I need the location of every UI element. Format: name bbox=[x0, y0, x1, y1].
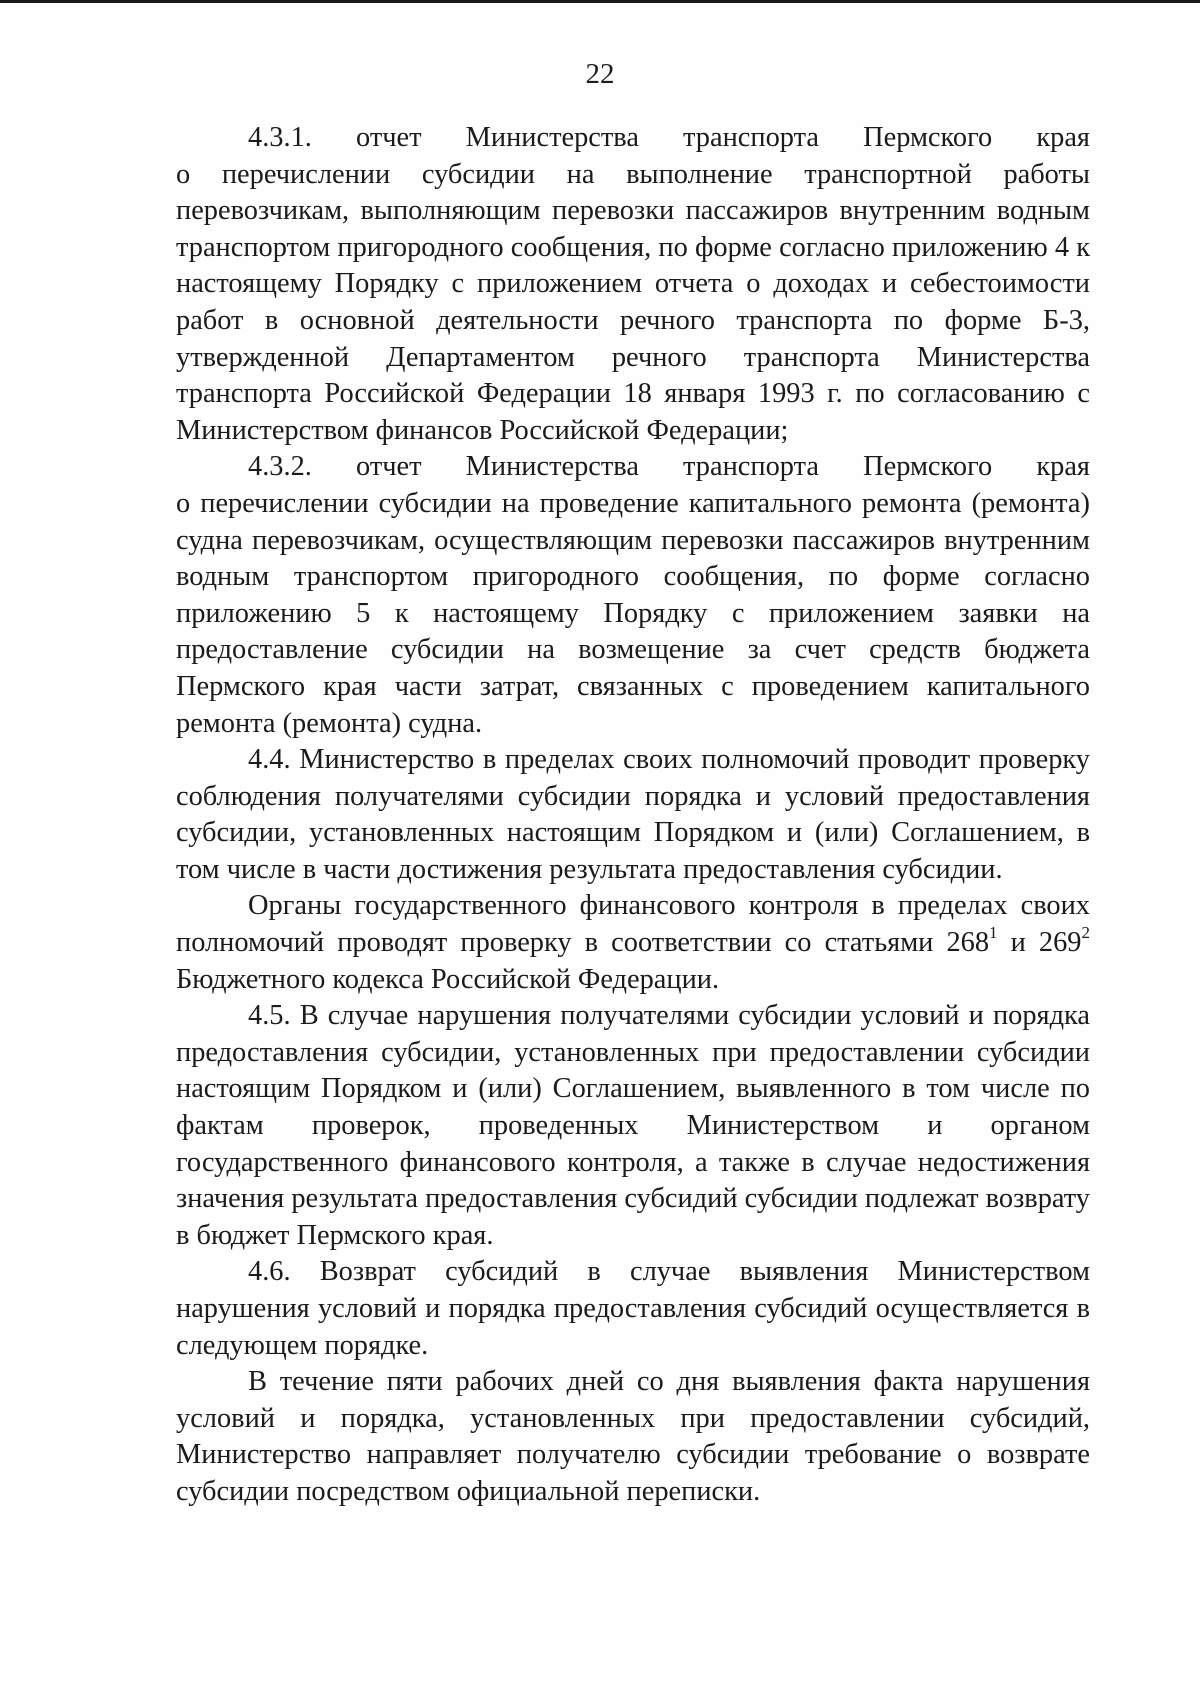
paragraph-financial-control bbox=[176, 888, 1090, 998]
paragraph-4-3-1-heading: 4.3.1. отчет Министерства транспорта Пермского края bbox=[248, 122, 1090, 153]
financial-control-text-end: Бюджетного кодекса Российской Федерации. bbox=[176, 963, 720, 995]
scan-top-edge bbox=[0, 0, 1200, 3]
paragraph-4-3-2-heading: 4.3.2. отчет Министерства транспорта Пермского края bbox=[248, 451, 1090, 483]
paragraph-4-3-2-text: о перечислении субсидии на проведение капитального ремонта (ремонта) судна перевозчикам, осуществляющим перевозки пассажиров внутренним водным транспортом пригородного сообщения, по форме согласно приложению 5 к настоящему Порядку с приложением заявки на предоставление субсидии на возмещение за счет средств бюджета Пермского края части затрат, связанных с проведением капитального ремонта (ремонта) судна. bbox=[176, 487, 1090, 739]
paragraph-4-5: 4.5. В случае нарушения получателями субсидии условий и порядка предоставления субсидии, установленных при предоставлении субсидии настоящим Порядком и (или) Соглашением, выявленного в том числе по фактам проверок, проведенных Министерством и органом государственного финансового контроля, а также в случае недостижения значения результата предоставления субсидий субсидии подлежат возврату в бюджет Пермского края. bbox=[176, 1000, 1090, 1251]
paragraph-refund-procedure: В течение пяти рабочих дней со дня выявления факта нарушения условий и порядка, установленных при предоставлении субсидий, Министерство направляет получателю субсидии требование о возврате субсидии посредством официальной переписки. bbox=[176, 1366, 1090, 1507]
superscript-article-268: 1 bbox=[989, 923, 998, 943]
page-number: 22 bbox=[585, 58, 615, 90]
financial-control-text-middle: и 269 bbox=[997, 927, 1082, 959]
financial-control-text-start: Органы государственного финансового контроля в пределах своих полномочий проводят проверку в соответствии со статьями 268 bbox=[176, 890, 1090, 959]
paragraph-4-4: 4.4. Министерство в пределах своих полномочий проводит проверку соблюдения получателями субсидии порядка и условий предоставления субсидии, установленных настоящим Порядком и (или) Соглашением, в том числе в части достижения результата предоставления субсидии. bbox=[176, 744, 1090, 885]
paragraph-4-6: 4.6. Возврат субсидий в случае выявления Министерством нарушения условий и порядка предоставления субсидий осуществляется в следующем порядке. bbox=[176, 1256, 1090, 1361]
superscript-article-269: 2 bbox=[1081, 923, 1091, 943]
paragraph-4-3-1-text: о перечислении субсидии на выполнение транспортной работы перевозчикам, выполняющим перевозки пассажиров внутренним водным транспортом пригородного сообщения, по форме согласно приложению 4 к настоящему Порядку с приложением отчета о доходах и себестоимости работ в основной деятельности речного транспорта по форме Б-3, утвержденной Департаментом речного транспорта Министерства транспорта Российской Федерации 18 января 1993 г. по согласованию с Министерством финансов Российской Федерации; bbox=[176, 158, 1090, 446]
document-body bbox=[176, 120, 1090, 1511]
